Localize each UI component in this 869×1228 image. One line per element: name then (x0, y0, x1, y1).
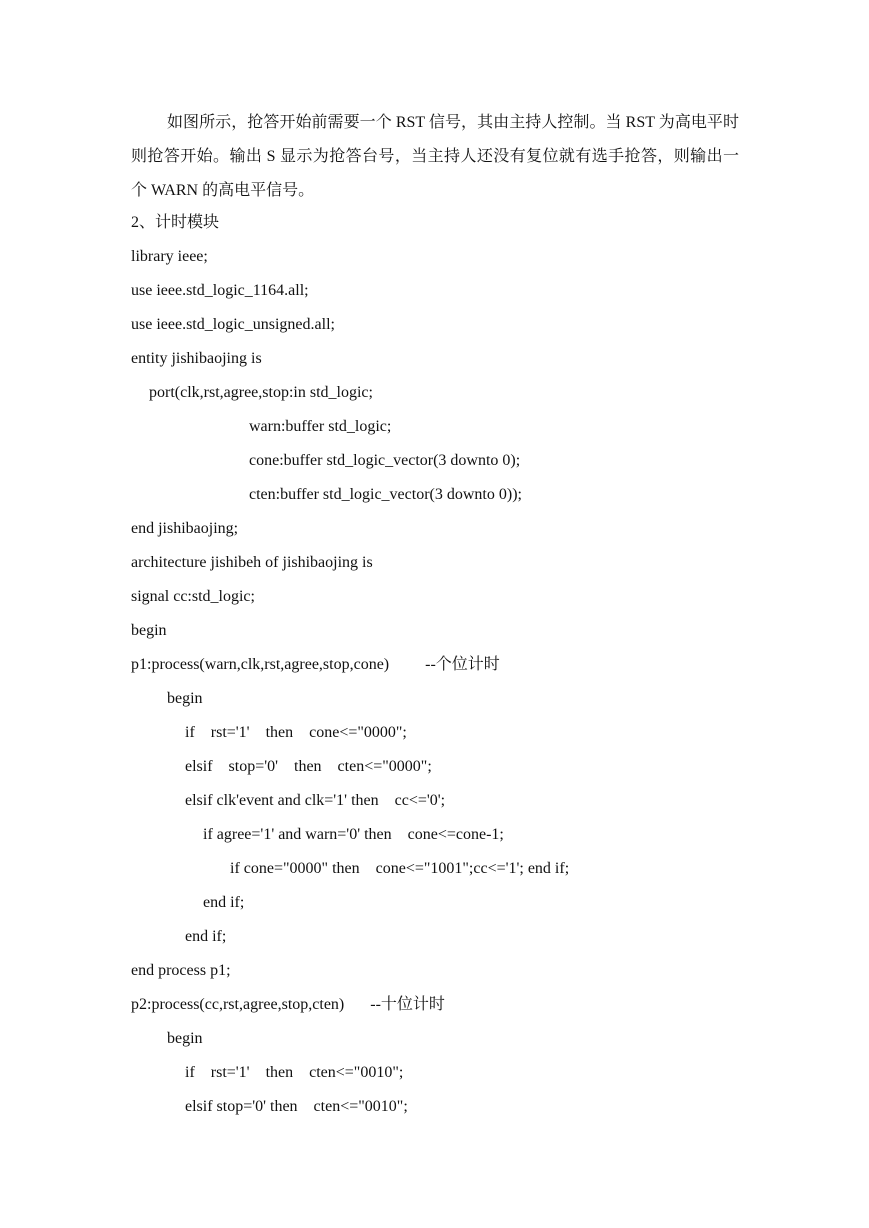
code-line: if agree='1' and warn='0' then cone<=cone-1; (203, 826, 504, 843)
code-line: if rst='1' then cone<="0000"; (185, 724, 407, 741)
intro-paragraph: 如图所示，抢答开始前需要一个 RST 信号，其由主持人控制。当 RST 为高电平时则抢答开始。输出 S 显示为抢答台号，当主持人还没有复位就有选手抢答，则输出一个 WARN 的高电平信号。 (131, 114, 739, 199)
code-line: cone:buffer std_logic_vector(3 downto 0); (249, 452, 521, 469)
code-line: warn:buffer std_logic; (249, 418, 392, 435)
code-line: begin (167, 690, 203, 707)
code-line: signal cc:std_logic; (131, 588, 255, 605)
code-line: library ieee; (131, 248, 208, 265)
code-line: cten:buffer std_logic_vector(3 downto 0)); (249, 486, 522, 503)
code-line: begin (167, 1030, 203, 1047)
code-line: use ieee.std_logic_1164.all; (131, 282, 309, 299)
code-line: if rst='1' then cten<="0010"; (185, 1064, 404, 1081)
code-comment: --个位计时 (425, 656, 500, 673)
code-line: elsif clk'event and clk='1' then cc<='0'; (185, 792, 446, 809)
code-text: p2:process(cc,rst,agree,stop,cten) (131, 996, 345, 1013)
code-line: end jishibaojing; (131, 520, 239, 537)
code-line: use ieee.std_logic_unsigned.all; (131, 316, 335, 333)
code-line: if cone="0000" then cone<="1001";cc<='1'; end if; (230, 860, 570, 877)
code-line: entity jishibaojing is (131, 350, 262, 367)
code-text: p1:process(warn,clk,rst,agree,stop,cone) (131, 656, 390, 673)
code-line: architecture jishibeh of jishibaojing is (131, 554, 373, 571)
code-line: elsif stop='0' then cten<="0000"; (185, 758, 432, 775)
section-heading: 2、计时模块 (131, 214, 220, 231)
code-line: elsif stop='0' then cten<="0010"; (185, 1098, 408, 1115)
code-line-with-comment (131, 988, 445, 1022)
code-line: end if; (185, 928, 227, 945)
code-line: port(clk,rst,agree,stop:in std_logic; (149, 384, 373, 401)
code-comment: --十位计时 (370, 996, 445, 1013)
code-line: end if; (203, 894, 245, 911)
code-line: end process p1; (131, 962, 231, 979)
code-line: begin (131, 622, 167, 639)
code-line-with-comment (131, 648, 500, 682)
